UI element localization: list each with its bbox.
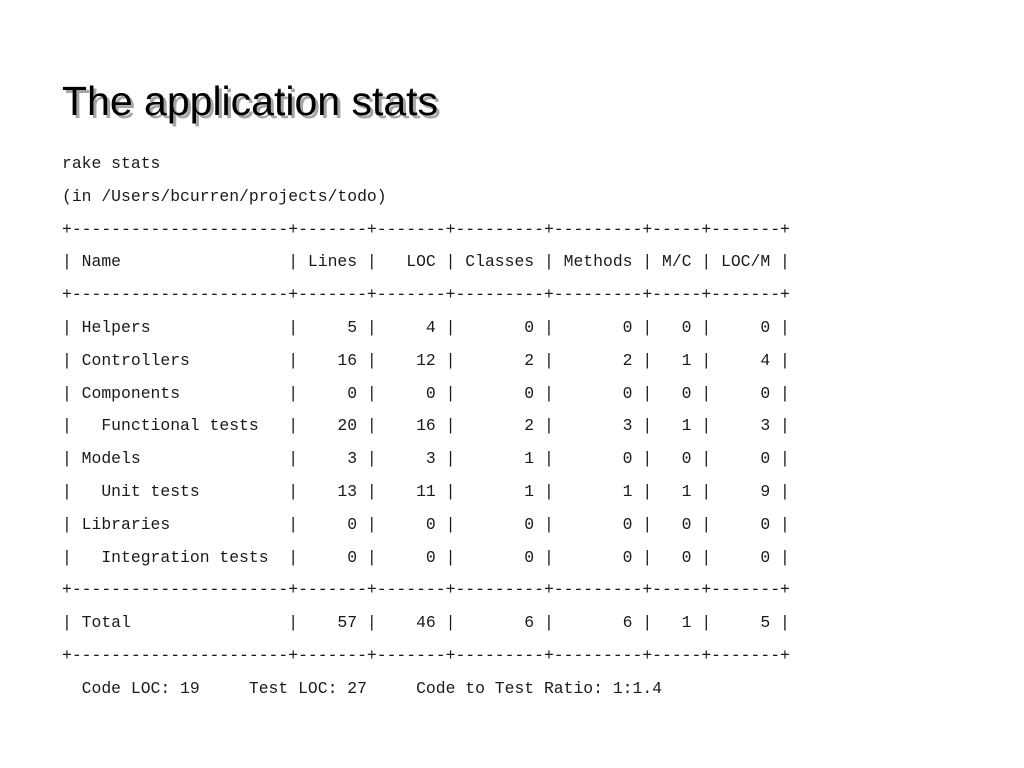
table-row-controllers: | Controllers | 16 | 12 | 2 | 2 | 1 | 4 |: [62, 350, 790, 370]
working-directory-line: (in /Users/bcurren/projects/todo): [62, 186, 387, 206]
table-row-components: | Components | 0 | 0 | 0 | 0 | 0 | 0 |: [62, 383, 790, 403]
table-border: +----------------------+-------+-------+---------+---------+-----+-------+: [62, 645, 790, 665]
table-header-row: | Name | Lines | LOC | Classes | Methods | M/C | LOC/M |: [62, 252, 790, 272]
table-border: +----------------------+-------+-------+---------+---------+-----+-------+: [62, 219, 790, 239]
table-row-integration-tests: | Integration tests | 0 | 0 | 0 | 0 | 0 | 0 |: [62, 547, 790, 567]
summary-line: Code LOC: 19 Test LOC: 27 Code to Test Ratio: 1:1.4: [62, 678, 662, 698]
table-row-unit-tests: | Unit tests | 13 | 11 | 1 | 1 | 1 | 9 |: [62, 481, 790, 501]
table-row-helpers: | Helpers | 5 | 4 | 0 | 0 | 0 | 0 |: [62, 317, 790, 337]
command-line: rake stats: [62, 154, 161, 173]
table-row-libraries: | Libraries | 0 | 0 | 0 | 0 | 0 | 0 |: [62, 514, 790, 534]
terminal-output: [62, 148, 790, 706]
table-border: +----------------------+-------+-------+---------+---------+-----+-------+: [62, 580, 790, 600]
table-total-row: | Total | 57 | 46 | 6 | 6 | 1 | 5 |: [62, 613, 790, 633]
table-row-models: | Models | 3 | 3 | 1 | 0 | 0 | 0 |: [62, 449, 790, 469]
table-row-functional-tests: | Functional tests | 20 | 16 | 2 | 3 | 1 | 3 |: [62, 416, 790, 436]
slide-title: The application stats: [62, 78, 439, 124]
table-border: +----------------------+-------+-------+---------+---------+-----+-------+: [62, 285, 790, 305]
